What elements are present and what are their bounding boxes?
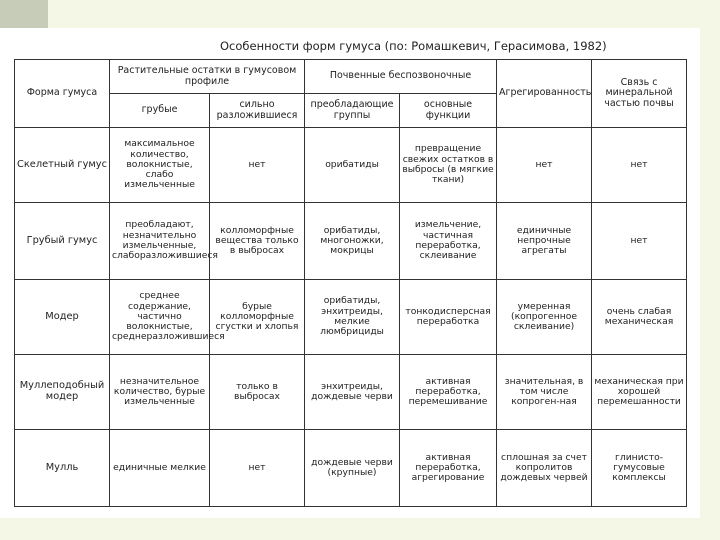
cell-mineral: очень слабая механическая (592, 280, 687, 355)
corner-square (0, 0, 48, 28)
header-invertebrates: Почвенные беспозвоночные (305, 60, 497, 94)
cell-aggregation: нет (497, 128, 592, 203)
cell-functions: активная переработка, перемешивание (400, 354, 497, 429)
cell-decomposed: нет (210, 128, 305, 203)
cell-coarse: среднее содержание, частично волокнистые, среднеразложившиеся (110, 280, 210, 355)
header-aggregation: Агрегированность (497, 60, 592, 128)
header-dominant-groups: преобладающие группы (305, 94, 400, 128)
table-row (15, 429, 687, 506)
cell-mineral: нет (592, 128, 687, 203)
cell-aggregation: сплошная за счет копролитов дождевых червей (497, 429, 592, 506)
row-form-label: Скелетный гумус (15, 128, 110, 203)
cell-groups: орибатиды, многоножки, мокрицы (305, 202, 400, 279)
header-coarse: грубые (110, 94, 210, 128)
row-form-label: Мулль (15, 429, 110, 506)
cell-groups: энхитреиды, дождевые черви (305, 354, 400, 429)
header-decomposed: сильно разложившиеся (210, 94, 305, 128)
cell-decomposed: нет (210, 429, 305, 506)
cell-mineral: нет (592, 202, 687, 279)
cell-aggregation: единичные непрочные агрегаты (497, 202, 592, 279)
cell-aggregation: умеренная (копрогенное склеивание) (497, 280, 592, 355)
cell-functions: измельчение, частичная переработка, склеивание (400, 202, 497, 279)
cell-groups: дождевые черви (крупные) (305, 429, 400, 506)
cell-aggregation: значительная, в том числе копроген-ная (497, 354, 592, 429)
cell-groups: орибатиды, энхитреиды, мелкие люмбрициды (305, 280, 400, 355)
cell-decomposed: только в выбросах (210, 354, 305, 429)
humus-forms-table (14, 59, 687, 507)
cell-coarse: преобладают, незначительно измельченные, слаборазложившиеся (110, 202, 210, 279)
header-form: Форма гумуса (15, 60, 110, 128)
cell-groups: орибатиды (305, 128, 400, 203)
cell-coarse: максимальное количество, волокнистые, слабо измельченные (110, 128, 210, 203)
table-row (15, 128, 687, 203)
row-form-label: Грубый гумус (15, 202, 110, 279)
cell-mineral: механическая при хорошей перемешанности (592, 354, 687, 429)
cell-coarse: незначительное количество, бурые измельченные (110, 354, 210, 429)
document-title: Особенности форм гумуса (по: Ромашкевич, Герасимова, 1982) (220, 39, 607, 53)
table-row (15, 280, 687, 355)
cell-decomposed: бурые колломорфные сгустки и хлопья (210, 280, 305, 355)
cell-coarse: единичные мелкие (110, 429, 210, 506)
header-plant-remains: Растительные остатки в гумусовом профиле (110, 60, 305, 94)
cell-functions: тонкодисперсная переработка (400, 280, 497, 355)
table-row (15, 202, 687, 279)
header-row-top (15, 60, 687, 94)
header-main-functions: основные функции (400, 94, 497, 128)
cell-decomposed: колломорфные вещества только в выбросах (210, 202, 305, 279)
cell-functions: превращение свежих остатков в выбросы (в мягкие ткани) (400, 128, 497, 203)
cell-mineral: глинисто-гумусовые комплексы (592, 429, 687, 506)
header-mineral-link: Связь с минеральной частью почвы (592, 60, 687, 128)
row-form-label: Модер (15, 280, 110, 355)
cell-functions: активная переработка, агрегирование (400, 429, 497, 506)
table-row (15, 354, 687, 429)
row-form-label: Муллеподобный модер (15, 354, 110, 429)
